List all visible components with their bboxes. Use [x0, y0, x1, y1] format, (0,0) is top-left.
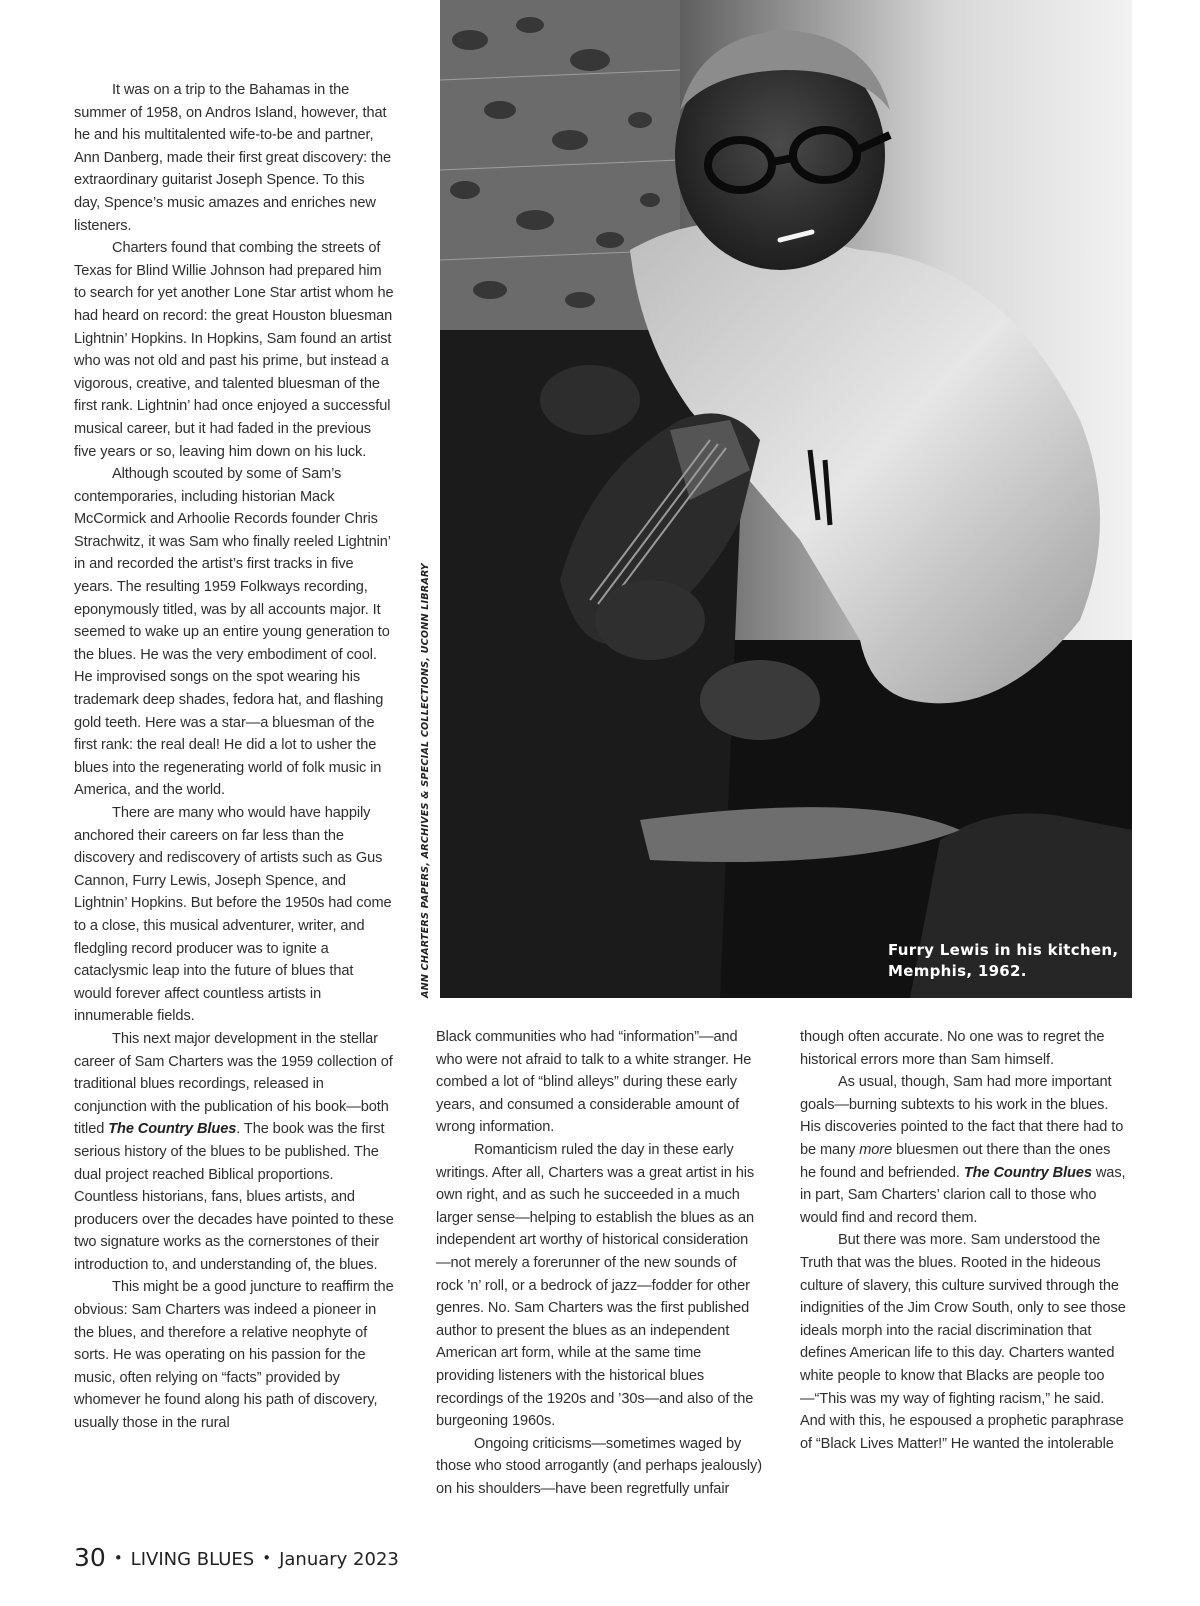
text-run: This next major development in the stellar career of Sam Charters was the 1959 collection of traditional blues recordings, released in conjunction with the publication of his book—both titled — [74, 1030, 393, 1138]
photo-furry-lewis — [440, 0, 1132, 998]
paragraph — [74, 1028, 394, 1277]
page-footer — [74, 1543, 399, 1572]
paragraph: It was on a trip to the Bahamas in the summer of 1958, on Andros Island, however, that he and his multitalented wife-to-be and partner, Ann Danberg, made their first great discovery: the extraordinary guitarist Joseph Spence. To this day, Spence’s music amazes and enriches new listeners. — [74, 82, 392, 234]
paragraph — [800, 1071, 1130, 1229]
paragraph: Although scouted by some of Sam’s contemporaries, including historian Mack McCormick and Arhoolie Records founder Chris Strachwitz, it was Sam who finally reeled Lightnin’ in and recorded the artist’s first tracks in five years. The resulting 1959 Folkways recording, eponymously titled, was by all accounts major. It seemed to wake up an entire young generation to the blues. He was the very embodiment of cool. He improvised songs on the spot wearing his trademark deep shades, fedora hat, and flashing gold teeth. Here was a star—a bluesman of the first rank: the real deal! He did a lot to usher the blues into the regenerating world of folk music in America, and the world. — [74, 466, 391, 799]
photo-caption — [888, 940, 1128, 982]
text-run: was, in part, Sam Charters’ clarion call to those who would find and record them. — [800, 1164, 1126, 1226]
separator-dot: • — [113, 1549, 123, 1567]
paragraph: There are many who would have happily anchored their careers on far less than the discovery and rediscovery of artists such as Gus Cannon, Furry Lewis, Joseph Spence, and Lightnin’ Hopkins. But before the 1950s had come to a close, this musical adventurer, writer, and fledgling record producer was to ignite a cataclysmic leap into the future of blues that would forever affect countless artists in innumerable fields. — [74, 805, 392, 1025]
text-run: bluesmen out there than the ones he found and befriended. — [800, 1141, 1111, 1181]
book-title: The Country Blues — [963, 1164, 1092, 1181]
right-text-column — [800, 1026, 1130, 1455]
paragraph: Ongoing criticisms—sometimes waged by those who stood arrogantly (and perhaps jealously) on his shoulders—have been regretfully unfair — [436, 1435, 762, 1497]
middle-text-column — [436, 1026, 762, 1500]
text-run: As usual, though, Sam had more important goals—burning subtexts to his work in the blues. His discoveries pointed to the fact that there had to be many — [800, 1074, 1124, 1158]
issue-date: January 2023 — [279, 1549, 399, 1570]
page-number: 30 — [74, 1543, 106, 1572]
left-text-column — [74, 79, 394, 1435]
paragraph: Charters found that combing the streets of Texas for Blind Willie Johnson had prepared him to search for yet another Lone Star artist whom he had heard on record: the great Houston bluesman Lightnin’ Hopkins. In Hopkins, Sam found an artist who was not old and past his prime, but instead a vigorous, creative, and talented bluesman of the first rank. Lightnin’ had once enjoyed a successful musical career, but it had faded in the previous five years or so, leaving him down on his luck. — [74, 240, 394, 460]
paragraph: This might be a good juncture to reaffirm the obvious: Sam Charters was indeed a pioneer in the blues, and therefore a relative neophyte of sorts. He was operating on his passion for the music, often relying on “facts” provided by whomever he found along his path of discovery, usually those in the rural — [74, 1279, 394, 1432]
text-run: . The book was the first serious history of the blues to be published. The dual project reached Biblical proportions. Countless historians, fans, blues artists, and producers over the decades have pointed to these two signature works as the cornerstones of their introduction to, and understanding of, the blues. — [74, 1121, 394, 1273]
paragraph: Romanticism ruled the day in these early writings. After all, Charters was a great artist in his own right, and as such he succeeded in a much larger sense—helping to establish the blues as an independent art worthy of historical consideration—not merely a forerunner of the new sounds of rock ’n’ roll, or a bedrock of jazz—fodder for other genres. No. Sam Charters was the first published author to present the blues as an independent American art form, while at the same time providing listeners with the historical blues recordings of the 1920s and ’30s—and also of the burgeoning 1960s. — [436, 1141, 755, 1430]
paragraph: But there was more. Sam understood the Truth that was the blues. Rooted in the hideous culture of slavery, this culture survived through the indignities of the Jim Crow South, only to see those ideals morph into the racial discrimination that defines American life to this day. Charters wanted white people to know that Blacks are people too—“This was my way of fighting racism,” he said. And with this, he espoused a prophetic paraphrase of “Black Lives Matter!” He wanted the intolerable — [800, 1232, 1126, 1452]
paragraph: though often accurate. No one was to regret the historical errors more than Sam himself. — [800, 1029, 1105, 1068]
caption-line: Memphis, 1962. — [888, 962, 1027, 980]
caption-line: Furry Lewis in his kitchen, — [888, 941, 1119, 959]
book-title: The Country Blues — [108, 1121, 237, 1138]
paragraph: Black communities who had “information”—and who were not afraid to talk to a white stranger. He combed a lot of “blind alleys” during these early years, and consumed a considerable amount of wrong information. — [436, 1029, 752, 1136]
photo-illustration — [440, 0, 1132, 998]
photo-credit: ANN CHARTERS PAPERS, ARCHIVES & SPECIAL COLLECTIONS, UCONN LIBRARY — [420, 563, 431, 998]
magazine-name: LIVING BLUES — [130, 1549, 255, 1570]
separator-dot: • — [262, 1549, 272, 1567]
emphasis: more — [859, 1141, 893, 1158]
